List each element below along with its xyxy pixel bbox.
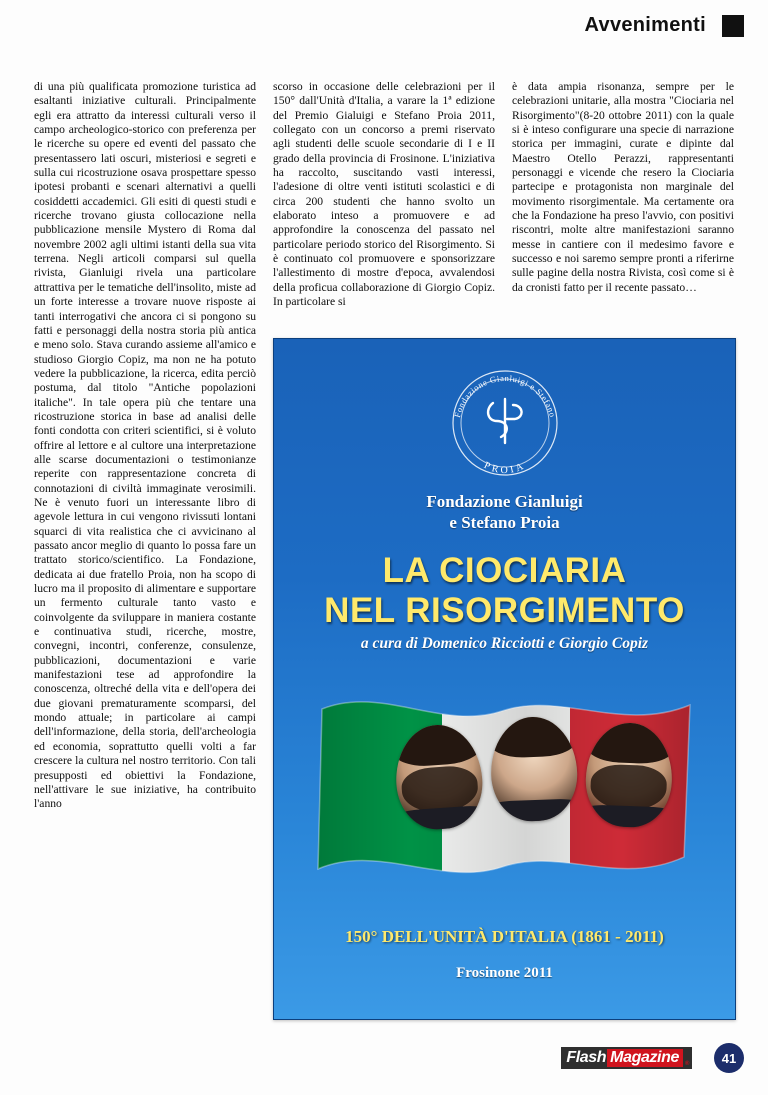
- fondazione-proia-logo-icon: [441, 357, 569, 485]
- column-1-text: di una più qualificata promozione turistica ad esaltanti iniziative culturali. Principalmente egli era attratto da interessi culturali verso il campo archeologico-storico con preferenza per le ricerche su opere ed eventi del passato che presentassero lati oscuri, misteriosi e segreti e sulla cui ricostruzione osava prospettare spesso ipotesi probanti e scenari alternativi a quelli cosiddetti accademici. Gli esiti di questi studi e ricerche trovano giusta collocazione nella pubblicazione mensile Mystero di Roma dal novembre 2002 agli ultimi istanti della sua vita terrena. Negli articoli comparsi sul quella rivista, Gianluigi rivela una particolare attrattiva per le tematiche dell'insolito, miste ad un forte interesse a trovare nuove risposte ai tanti interrogativi che ancora ci si pongono su fatti e personaggi della nostra storia più antica e meno solo. Stava curando assieme all'amico e studioso Giorgio Copiz, ma non ne ha potuto vedere la pubblicazione, la ricerca, edita perciò postuma, dal titolo "Antiche popolazioni italiche". In tale opera più che tentare una ricostruzione storica in base ad analisi delle fonti condotta con criteri scientifici, si è voluto offrire al lettore e al cultore una interpretazione alle scarse documentazioni o testimonianze reperite con rappresentazione concreta di connotazioni di civiltà immaginate verosimili. Ne è venuto fuori un interessante libro di agevole lettura in cui vengono rivissuti lontani squarci di vita realistica che ci avvicinano al passato ancor meglio di quanto lo possa fare un trattato storico/scientifico. La Fondazione, dedicata ai due fratello Proia, non ha scopo di lucro ma il proposito di alimentare e supportare un fermento culturale tanto vasto e coinvolgente da sviluppare in maniera costante e continuativa studi, ricerche, mostre, convegni, incontri, conferenze, consulenze, pubblicazioni, documentazioni e varie manifestazioni tese ad approfondire la conoscenza, oltreché della vita e dell'opera dei due giovani prematuramente scomparsi, del mondo attuale; in particolare ai campi dell'informazione, della storia, dell'archeologia ed economia, soprattutto quelli volti a far crescere la cultura nel nostro territorio. Con tali presupposti ed obiettivi la Fondazione, nell'attivare le sue iniziative, ha contribuito l'anno: [34, 80, 256, 811]
- column-3-text: è data ampia risonanza, sempre per le celebrazioni unitarie, alla mostra "Ciociaria nel Risorgimento"(8-20 ottobre 2011) con la quale si è inteso configurare una specie di narrazione storica per immagini, curate e dipinte dal Maestro Otello Perazzi, rappresentanti personaggi e vicende che resero la Ciociaria partecipe e protagonista non marginale del movimento risorgimentale. Ma certamente ora che la Fondazione ha preso l'avvio, con positivi riscontri, molte altre manifestazioni saranno messe in cantiere con il medesimo favore e successo e noi saremo sempre pronti a riferirne sulle pagine della nostra Rivista, così come si è da cronisti fatto per il recente passato…: [512, 80, 734, 294]
- portrait-figure-1: [392, 722, 485, 832]
- book-cover-image: [273, 338, 736, 1020]
- black-square-icon: [722, 15, 744, 37]
- portrait-figure-2: [489, 716, 579, 823]
- page-footer: [0, 1033, 768, 1073]
- cover-foundation-line2: e Stefano Proia: [449, 513, 560, 532]
- page-header: [0, 0, 768, 58]
- cover-title: [274, 551, 735, 631]
- portrait-figure-3: [584, 722, 674, 829]
- svg-text:PROIA: PROIA: [481, 460, 528, 477]
- logo-magazine-word: Magazine: [607, 1049, 683, 1067]
- trademark-symbol: ®: [684, 1061, 689, 1067]
- page-number-badge: 41: [714, 1043, 744, 1073]
- cover-title-line2: NEL RISORGIMENTO: [324, 591, 685, 630]
- cover-place-year: Frosinone 2011: [456, 965, 553, 981]
- cover-title-line1: LA CIOCIARIA: [382, 551, 627, 590]
- cover-anniversary-text: 150° DELL'UNITÀ D'ITALIA (1861 - 2011): [345, 927, 664, 946]
- flash-magazine-logo: [561, 1047, 692, 1069]
- cover-foundation-line1: Fondazione Gianluigi: [426, 492, 583, 511]
- column-1: [34, 80, 256, 965]
- logo-flash-word: Flash: [566, 1049, 607, 1066]
- cover-curated-by: a cura di Domenico Ricciotti e Giorgio Copiz: [360, 635, 649, 652]
- section-title: Avvenimenti: [584, 14, 706, 36]
- column-2-text: scorso in occasione delle celebrazioni per il 150° dall'Unità d'Italia, a varare la 1ª edizione del Premio Gialuigi e Stefano Proia 2011, collegato con un concorso a premi riservato agli studenti delle scuole secondarie di I e II grado della provincia di Frosinone. L'iniziativa ha raccolto, suscitando vasti interessi, l'adesione di oltre venti istituti scolastici e di circa 200 studenti che hanno svolto un elaborato inteso a promuovere e ad approfondire la conoscenza del passato nel particolare periodo storico del Risorgimento. Si è continuato col promuovere e sponsorizzare l'allestimento di mostre d'epoca, avvalendosi della proficua collaborazione di Giorgio Copiz. In particolare si: [273, 80, 495, 309]
- svg-text:Fondazione Gianluigi e Stefano: Fondazione Gianluigi e Stefano: [451, 372, 558, 419]
- cover-foundation-name: [274, 491, 735, 533]
